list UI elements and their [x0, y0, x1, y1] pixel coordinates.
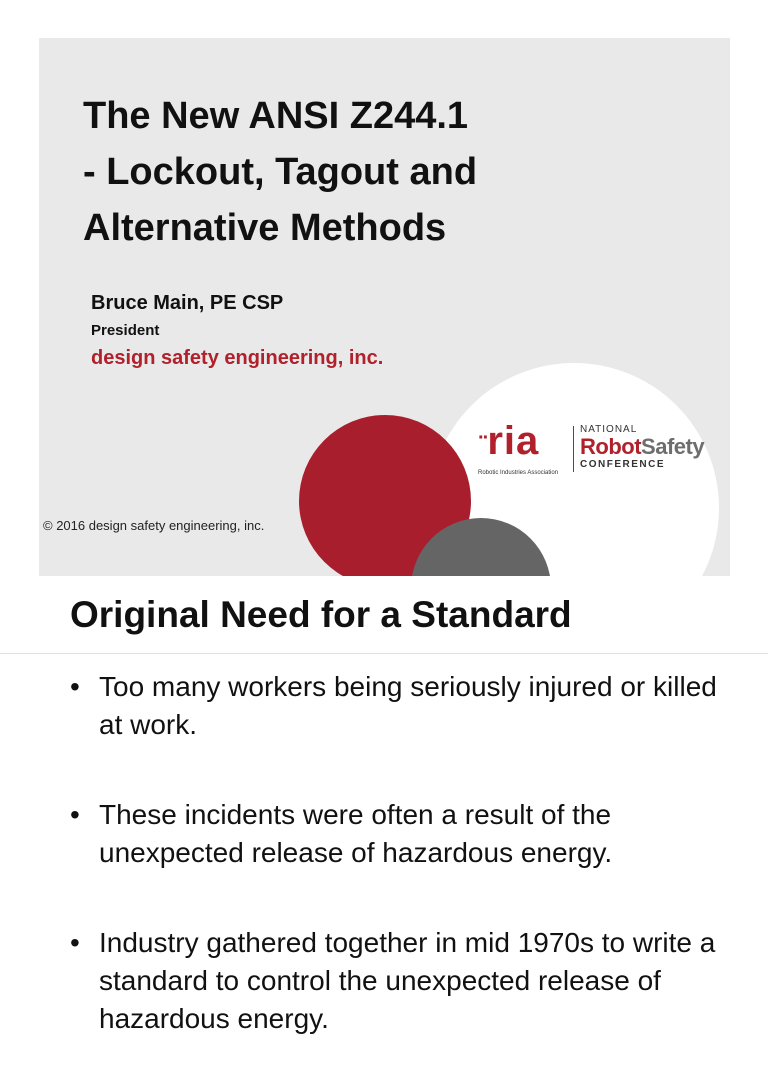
presenter-role: President [91, 322, 160, 339]
bullet-icon: • [70, 927, 80, 958]
bullet-list [70, 668, 730, 1090]
bullet-text: These incidents were often a result of the unexpected release of hazardous energy. [99, 799, 613, 868]
slide-heading: Original Need for a Standard [70, 594, 572, 635]
presenter-name: Bruce Main, PE CSP [91, 292, 284, 314]
slide-title [83, 88, 643, 256]
bullet-icon: • [70, 671, 80, 702]
copyright-notice: © 2016 design safety engineering, inc. [43, 518, 265, 533]
ria-logo [478, 421, 568, 476]
nrsc-robot-text: Robot [580, 434, 642, 459]
nrsc-bottom-text: CONFERENCE [580, 459, 666, 470]
ria-subtitle: Robotic Industries Association [478, 470, 559, 476]
nrsc-top-text: NATIONAL [580, 424, 638, 435]
divider [0, 653, 768, 654]
title-line: - Lockout, Tagout and [83, 151, 478, 193]
nrsc-safety-text: Safety [641, 434, 705, 459]
title-slide [39, 38, 730, 576]
bullet-text: Industry gathered together in mid 1970s to write a standard to control the unexpected release of hazardous energy. [99, 927, 716, 1034]
logo-divider [573, 426, 574, 472]
title-line: The New ANSI Z244.1 [83, 95, 469, 137]
bullet-icon: • [70, 799, 80, 830]
list-item [70, 668, 730, 744]
company-name: design safety engineering, inc. [91, 347, 384, 369]
bullet-text: Too many workers being seriously injured or killed at work. [99, 671, 717, 740]
list-item [70, 924, 730, 1038]
robot-safety-conference-logo [580, 424, 704, 470]
list-item [70, 796, 730, 872]
ria-mark-text: ria [487, 419, 540, 463]
title-line: Alternative Methods [83, 207, 447, 249]
ria-dots: ·· [478, 427, 488, 449]
